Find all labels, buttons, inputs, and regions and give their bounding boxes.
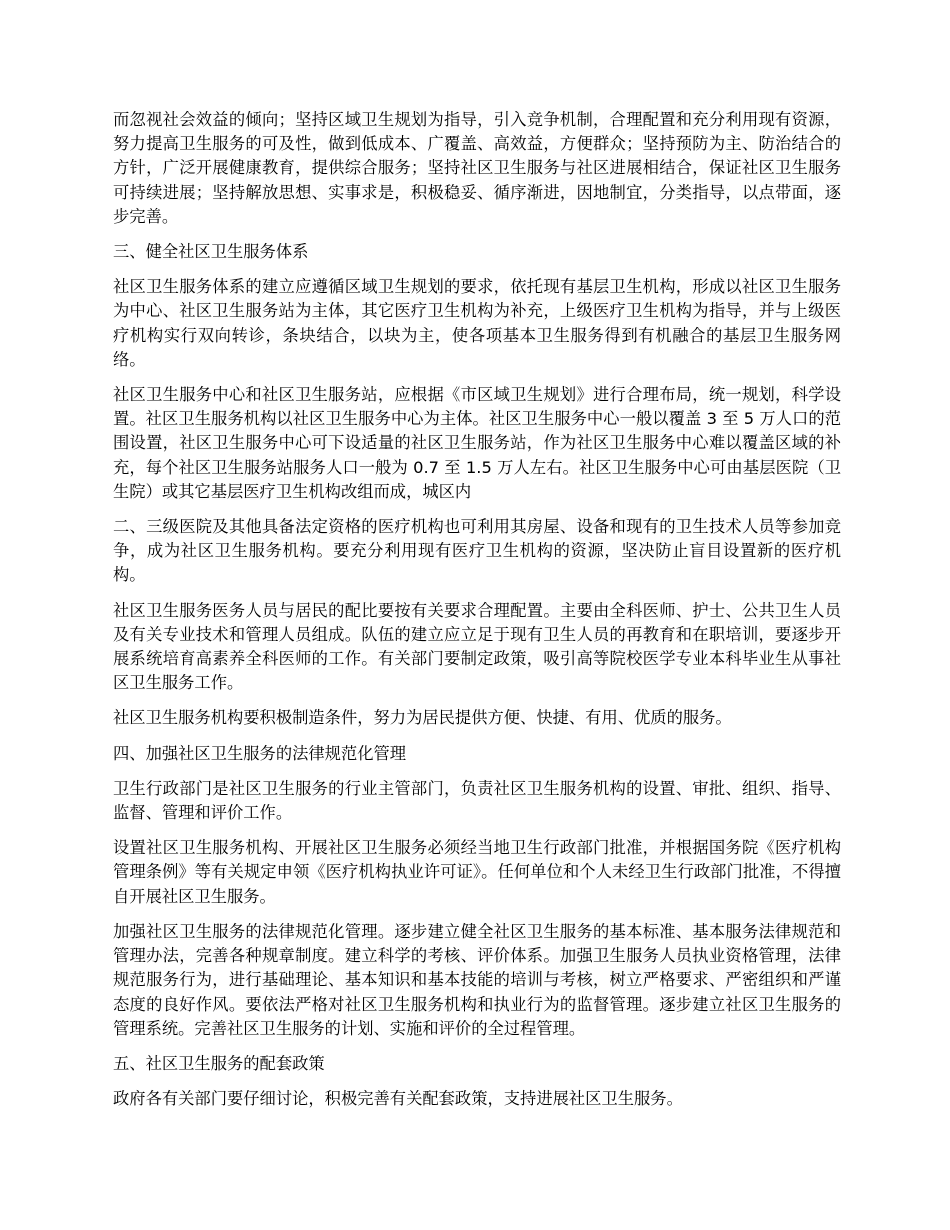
- paragraph-policy: 政府各有关部门要仔细讨论，积极完善有关配套政策，支持进展社区卫生服务。: [113, 1089, 683, 1109]
- paragraph-service: 社区卫生服务机构要积极制造条件，努力为居民提供方便、快捷、有用、优质的服务。: [113, 708, 732, 728]
- paragraph-staff: 社区卫生服务医务人员与居民的配比要按有关要求合理配置。主要由全科医师、护士、公共卫生人员及有关专业技术和管理人员组成。队伍的建立应立足于现有卫生人员的再教育和在职培训，要逐步开展系统培育高素养全科医师的工作。有关部门要制定政策，吸引高等院校医学专业本科毕业生从事社区卫生服务工作。: [113, 600, 841, 693]
- document-page: [113, 108, 841, 1122]
- paragraph-regulation: 加强社区卫生服务的法律规范化管理。逐步建立健全社区卫生服务的基本标准、基本服务法律规范和管理办法，完善各种规章制度。建立科学的考核、评价体系。加强卫生服务人员执业资格管理，法律规范服务行为，进行基础理论、基本知识和基本技能的培训与考核，树立严格要求、严密组织和严谨态度的良好作风。要依法严格对社区卫生服务机构和执业行为的监督管理。逐步建立社区卫生服务的管理系统。完善社区卫生服务的计划、实施和评价的全过程管理。: [113, 921, 841, 1038]
- paragraph-hospitals: 二、三级医院及其他具备法定资格的医疗机构也可利用其房屋、设备和现有的卫生技术人员等参加竞争，成为社区卫生服务机构。要充分利用现有医疗卫生机构的资源，坚决防止盲目设置新的医疗机构。: [113, 517, 841, 585]
- section-heading-4: 四、加强社区卫生服务的法律规范化管理: [113, 743, 407, 763]
- paragraph-system: 社区卫生服务体系的建立应遵循区域卫生规划的要求，依托现有基层卫生机构，形成以社区卫生服务为中心、社区卫生服务站为主体，其它医疗卫生机构为补充，上级医疗卫生机构为指导，并与上级医疗机构实行双向转诊，条块结合，以块为主，使各项基本卫生服务得到有机融合的基层卫生服务网络。: [113, 277, 841, 369]
- section-heading-5: 五、社区卫生服务的配套政策: [113, 1053, 325, 1073]
- paragraph-approval: 设置社区卫生服务机构、开展社区卫生服务必须经当地卫生行政部门批准，并根据国务院《医疗机构管理条例》等有关规定申领《医疗机构执业许可证》。任何单位和个人未经卫生行政部门批准，不得擅自开展社区卫生服务。: [113, 838, 841, 906]
- paragraph-intro: 而忽视社会效益的倾向；坚持区域卫生规划为指导，引入竞争机制，合理配置和充分利用现有资源，努力提高卫生服务的可及性，做到低成本、广覆盖、高效益，方便群众；坚持预防为主、防治结合的方针，广泛开展健康教育，提供综合服务；坚持社区卫生服务与社区进展相结合，保证社区卫生服务可持续进展；坚持解放思想、实事求是，积极稳妥、循序渐进，因地制宜，分类指导，以点带面，逐步完善。: [113, 110, 841, 226]
- paragraph-admin: 卫生行政部门是社区卫生服务的行业主管部门，负责社区卫生服务机构的设置、审批、组织、指导、监督、管理和评价工作。: [113, 778, 841, 823]
- paragraph-layout: 社区卫生服务中心和社区卫生服务站，应根据《市区域卫生规划》进行合理布局，统一规划，科学设置。社区卫生服务机构以社区卫生服务中心为主体。社区卫生服务中心一般以覆盖 3 至 5 万人口的范围设置，社区卫生服务中心可下设适量的社区卫生服务站，作为社区卫生服务中心难以覆盖区域的补充，每个社区卫生服务站服务人口一般为 0.7 至 1.5 万人左右。社区卫生服务中心可由基层医院（卫生院）或其它基层医疗卫生机构改组而成，城区内: [113, 385, 841, 501]
- section-heading-3: 三、健全社区卫生服务体系: [113, 242, 309, 262]
